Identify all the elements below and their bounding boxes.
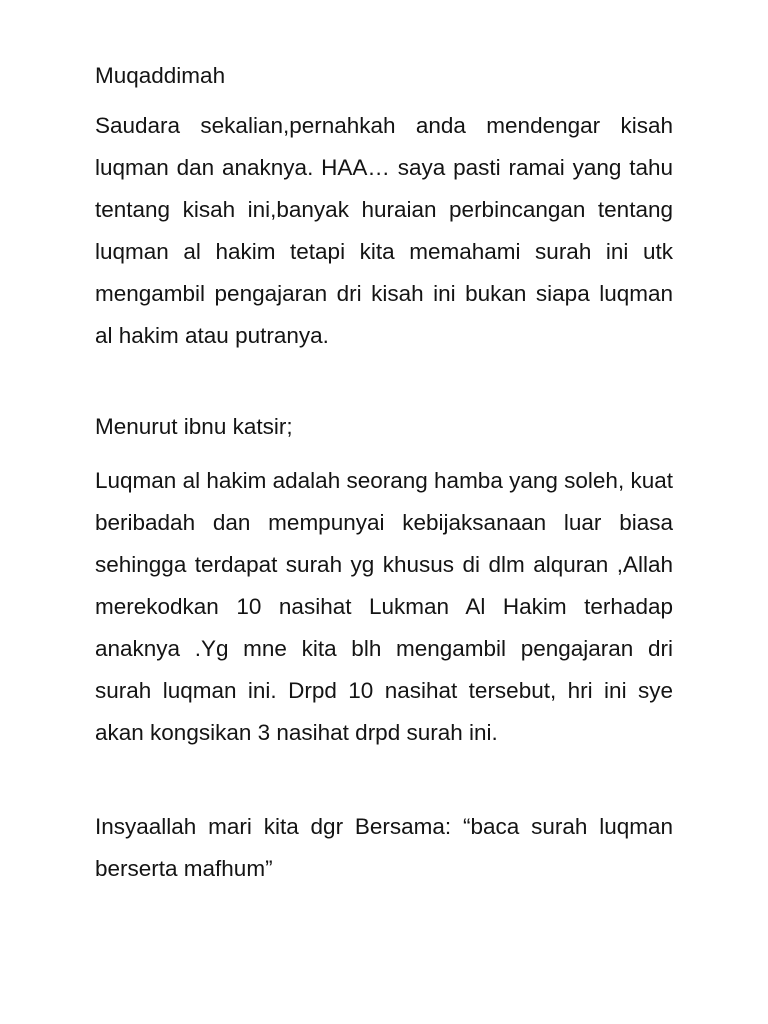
source-reference-line: Menurut ibnu katsir; xyxy=(95,414,293,439)
closing-paragraph: Insyaallah mari kita dgr Bersama: “baca surah luqman berserta mafhum” xyxy=(95,814,673,881)
luqman-description-paragraph: Luqman al hakim adalah seorang hamba yang soleh, kuat beribadah dan mempunyai kebijaksanaan luar biasa sehingga terdapat surah yg khusus di dlm alquran ,Allah merekodkan 10 nasihat Lukman Al Hakim terhadap anaknya .Yg mne kita blh mengambil pengajaran dri surah luqman ini. Drpd 10 nasihat tersebut, hri ini sye akan kongsikan 3 nasihat drpd surah ini. xyxy=(95,468,673,745)
intro-paragraph: Saudara sekalian,pernahkah anda mendengar kisah luqman dan anaknya. HAA… saya pasti ramai yang tahu tentang kisah ini,banyak huraian perbincangan tentang luqman al hakim tetapi kita memahami surah ini utk mengambil pengajaran dri kisah ini bukan siapa luqman al hakim atau putranya. xyxy=(95,113,673,348)
document-heading: Muqaddimah xyxy=(95,63,226,88)
